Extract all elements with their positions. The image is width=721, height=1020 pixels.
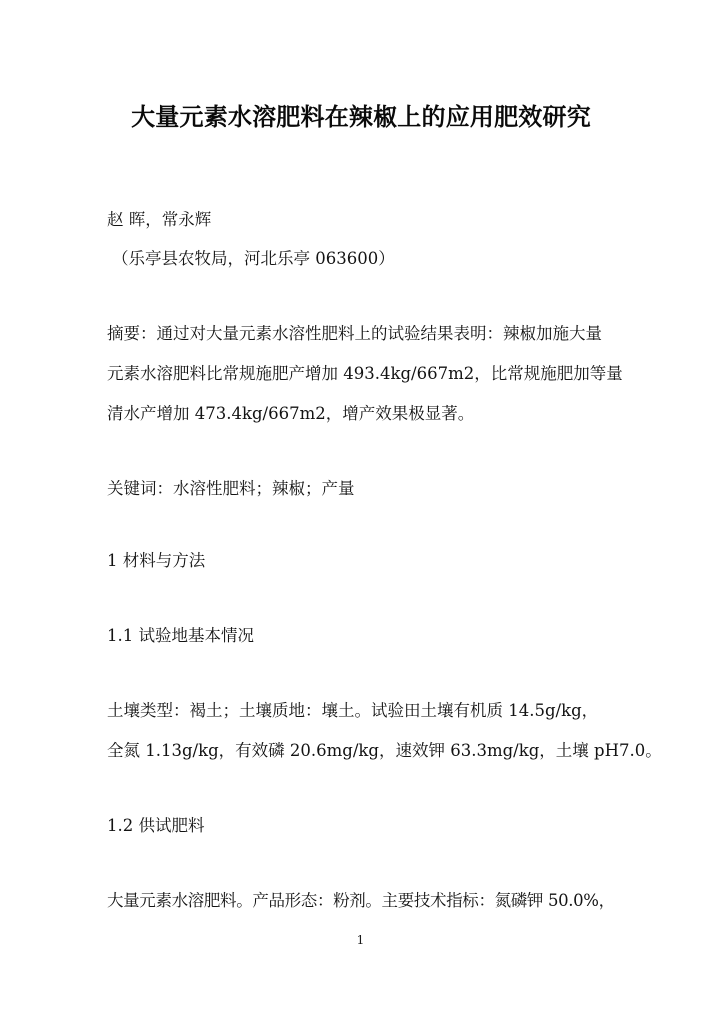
abstract-line-3: 清水产增加 473.4kg/667m2，增产效果极显著。 xyxy=(107,404,475,423)
author-list: 赵 晖，常永辉 xyxy=(107,210,212,229)
author-affiliation: （乐亭县农牧局，河北乐亭 063600） xyxy=(112,249,395,268)
body-line-fertilizer-1: 大量元素水溶肥料。产品形态：粉剂。主要技术指标：氮磷钾 50.0%， xyxy=(107,891,615,910)
keywords-line: 关键词：水溶性肥料；辣椒；产量 xyxy=(107,479,355,498)
abstract-line-2: 元素水溶肥料比常规施肥产增加 493.4kg/667m2，比常规施肥加等量 xyxy=(107,364,623,383)
page-number: 1 xyxy=(356,933,365,947)
section-heading-1-1: 1.1 试验地基本情况 xyxy=(107,626,254,645)
body-line-soil-2: 全氮 1.13g/kg，有效磷 20.6mg/kg，速效钾 63.3mg/kg，土壤 pH7.0。 xyxy=(107,741,662,760)
section-heading-1: 1 材料与方法 xyxy=(107,551,206,570)
body-line-soil-1: 土壤类型：褐土；土壤质地：壤土。试验田土壤有机质 14.5g/kg， xyxy=(107,701,599,720)
page-title: 大量元素水溶肥料在辣椒上的应用肥效研究 xyxy=(131,102,591,132)
section-heading-1-2: 1.2 供试肥料 xyxy=(107,816,205,835)
abstract-line-1: 摘要：通过对大量元素水溶性肥料上的试验结果表明：辣椒加施大量 xyxy=(107,324,602,343)
